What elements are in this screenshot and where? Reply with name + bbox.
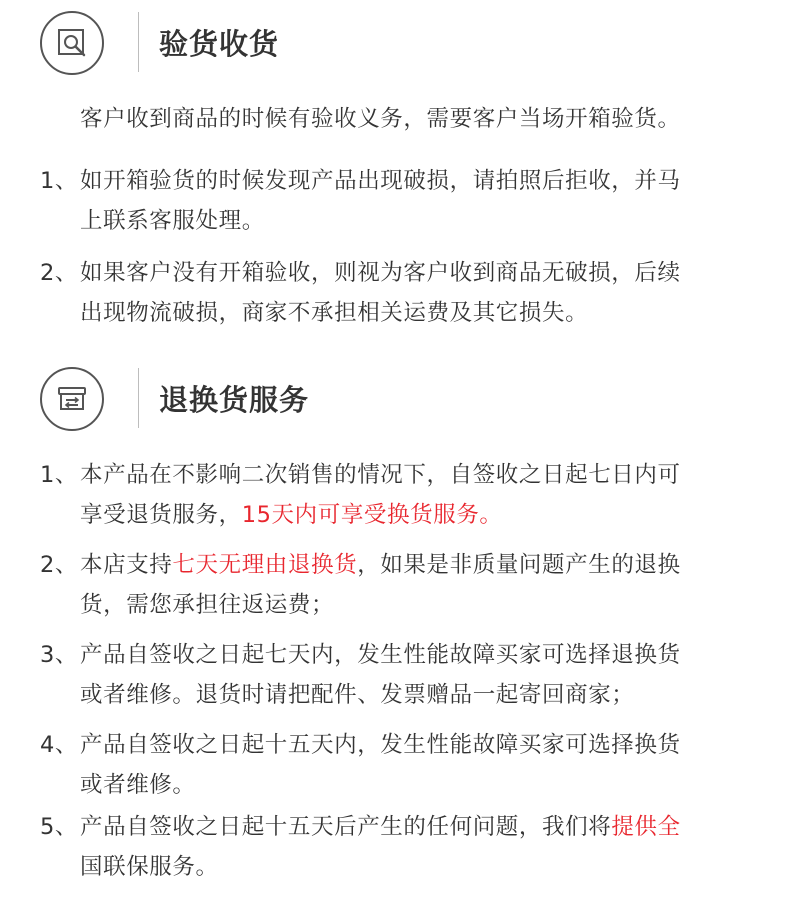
item-text: 本店支持 xyxy=(80,552,173,578)
item-number: 1、 xyxy=(40,462,79,488)
item-number: 2、 xyxy=(40,552,79,578)
item-text-line2: 出现物流破损，商家不承担相关运费及其它损失。 xyxy=(80,300,589,326)
inspection-header xyxy=(40,8,280,78)
item-text: 享受退货服务， xyxy=(80,502,242,528)
highlight-text: 提供全 xyxy=(611,814,681,840)
item-text-line2: 货，需您承担往返运费； xyxy=(80,592,335,618)
header-divider xyxy=(138,368,139,428)
item-number: 4、 xyxy=(40,732,79,758)
returns-header xyxy=(40,364,310,434)
item-text-line1: 如开箱验货的时候发现产品出现破损，请拍照后拒收，并马 xyxy=(80,168,681,194)
item-text: 产品自签收之日起十五天后产生的任何问题，我们将 xyxy=(80,814,612,840)
item-number: 1、 xyxy=(40,168,79,194)
item-number: 5、 xyxy=(40,814,79,840)
item-text-line1: 产品自签收之日起十五天内，发生性能故障买家可选择换货 xyxy=(80,732,681,758)
inspection-title: 验货收货 xyxy=(159,27,280,61)
item-number: 3、 xyxy=(40,642,79,668)
item-text-line2 xyxy=(80,500,503,530)
returns-title: 退换货服务 xyxy=(159,383,310,417)
item-number: 2、 xyxy=(40,260,79,286)
exchange-box-icon xyxy=(40,367,104,431)
item-text: ，如果是非质量问题产生的退换 xyxy=(357,552,681,578)
item-text-line2: 上联系客服处理。 xyxy=(80,208,265,234)
highlight-text: 15天内可享受换货服务。 xyxy=(241,502,503,528)
header-divider xyxy=(138,12,139,72)
item-text-line1: 产品自签收之日起七天内，发生性能故障买家可选择退换货 xyxy=(80,642,681,668)
item-text-line1: 本产品在不影响二次销售的情况下，自签收之日起七日内可 xyxy=(80,462,681,488)
item-text-line2: 或者维修。 xyxy=(80,772,196,798)
item-text-line1 xyxy=(80,812,681,842)
highlight-text: 七天无理由退换货 xyxy=(172,552,358,578)
item-text-line2: 国联保服务。 xyxy=(80,854,219,880)
item-text-line1 xyxy=(80,550,681,580)
item-text-line2: 或者维修。退货时请把配件、发票赠品一起寄回商家； xyxy=(80,682,635,708)
inspection-notice: 客户收到商品的时候有验收义务，需要客户当场开箱验货。 xyxy=(80,106,681,132)
item-text-line1: 如果客户没有开箱验收，则视为客户收到商品无破损，后续 xyxy=(80,260,681,286)
magnifier-search-icon xyxy=(40,11,104,75)
